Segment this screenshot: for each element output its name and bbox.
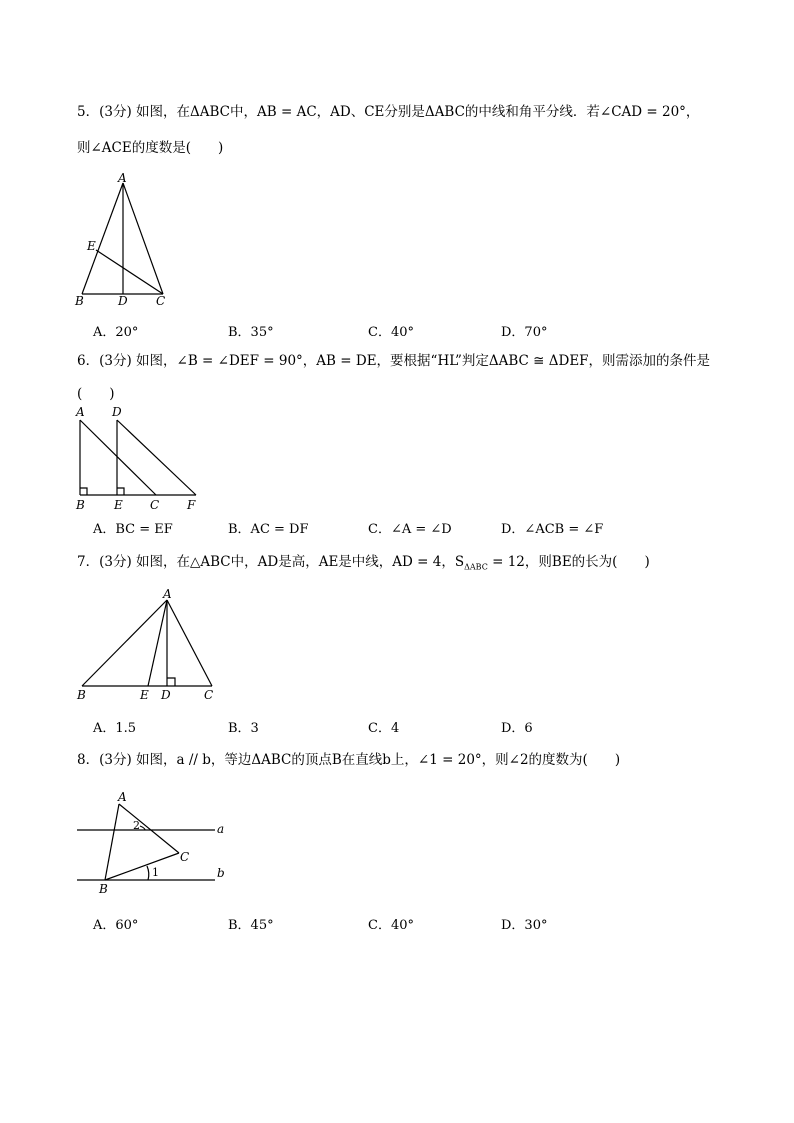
right-angle-e	[117, 488, 124, 495]
q6-option-c[interactable]: C．∠A = ∠D	[368, 522, 452, 537]
segment-ac	[119, 804, 179, 853]
segment-ce	[96, 250, 163, 294]
label-line-b: b	[217, 866, 225, 880]
segment-ab	[82, 600, 167, 686]
q5-option-a[interactable]: A．20°	[93, 325, 139, 340]
label-d: D	[161, 688, 171, 702]
q5-option-d[interactable]: D．70°	[501, 325, 548, 340]
question-5-figure	[72, 170, 182, 310]
segment-ae-median	[148, 600, 167, 686]
segment-ac	[80, 420, 156, 495]
q8-option-a[interactable]: A．60°	[93, 918, 139, 933]
q7-stem-part2: = 12，则BE的长为( )	[487, 554, 650, 570]
label-b: B	[76, 498, 85, 512]
q5-option-b[interactable]: B．35°	[228, 325, 274, 340]
label-e: E	[87, 239, 96, 253]
question-5-stem-continued: 则∠ACE的度数是( )	[77, 140, 224, 156]
question-6-stem: 6．(3分) 如图，∠B = ∠DEF = 90°，AB = DE，要根据“HL”判定ΔABC ≅ ΔDEF，则需添加的条件是	[77, 353, 711, 369]
label-d: D	[112, 405, 122, 419]
q5-option-c[interactable]: C．40°	[368, 325, 414, 340]
label-c: C	[180, 850, 190, 864]
question-7-figure	[72, 585, 222, 707]
q6-option-b[interactable]: B．AC = DF	[228, 522, 309, 537]
question-7-stem	[77, 553, 650, 577]
question-6-stem-continued: ( )	[77, 386, 115, 402]
question-8-figure	[72, 785, 232, 900]
right-angle-b	[80, 488, 87, 495]
label-b: B	[77, 688, 86, 702]
label-a: A	[118, 171, 127, 185]
label-c: C	[150, 498, 160, 512]
q8-option-b[interactable]: B．45°	[228, 918, 274, 933]
right-angle-d	[167, 678, 175, 686]
q6-option-d[interactable]: D．∠ACB = ∠F	[501, 522, 604, 537]
q7-option-d[interactable]: D．6	[501, 721, 533, 736]
segment-ac	[167, 600, 212, 686]
label-d: D	[118, 294, 128, 308]
q6-option-a[interactable]: A．BC = EF	[93, 522, 173, 537]
label-angle-1: 1	[152, 866, 159, 879]
q8-option-c[interactable]: C．40°	[368, 918, 414, 933]
q7-area-subscript: ΔABC	[464, 562, 488, 572]
label-e: E	[114, 498, 123, 512]
label-b: B	[99, 882, 108, 896]
q7-option-b[interactable]: B．3	[228, 721, 259, 736]
label-line-a: a	[217, 822, 225, 836]
q8-option-d[interactable]: D．30°	[501, 918, 548, 933]
segment-bc	[105, 853, 179, 880]
label-e: E	[140, 688, 149, 702]
question-8-stem: 8．(3分) 如图，a // b，等边ΔABC的顶点B在直线b上，∠1 = 20°，则∠2的度数为( )	[77, 752, 621, 768]
label-a: A	[76, 405, 85, 419]
q7-option-c[interactable]: C．4	[368, 721, 400, 736]
segment-df	[117, 420, 196, 495]
label-b: B	[75, 294, 84, 308]
label-a: A	[118, 790, 127, 804]
segment-ab	[105, 804, 119, 880]
label-c: C	[156, 294, 166, 308]
label-angle-2: 2	[133, 819, 140, 832]
label-f: F	[187, 498, 196, 512]
label-c: C	[204, 688, 214, 702]
label-a: A	[163, 587, 172, 601]
q7-option-a[interactable]: A．1.5	[93, 721, 137, 736]
question-6-figure	[72, 402, 207, 514]
q7-stem-part1: 7．(3分) 如图，在△ABC中，AD是高，AE是中线，AD = 4，S	[77, 554, 465, 570]
question-5-stem: 5．(3分) 如图，在ΔABC中，AB = AC，AD、CE分别是ΔABC的中线和角平分线．若∠CAD = 20°，	[77, 104, 700, 120]
segment-ac	[123, 183, 163, 294]
angle-1-arc	[147, 866, 149, 880]
